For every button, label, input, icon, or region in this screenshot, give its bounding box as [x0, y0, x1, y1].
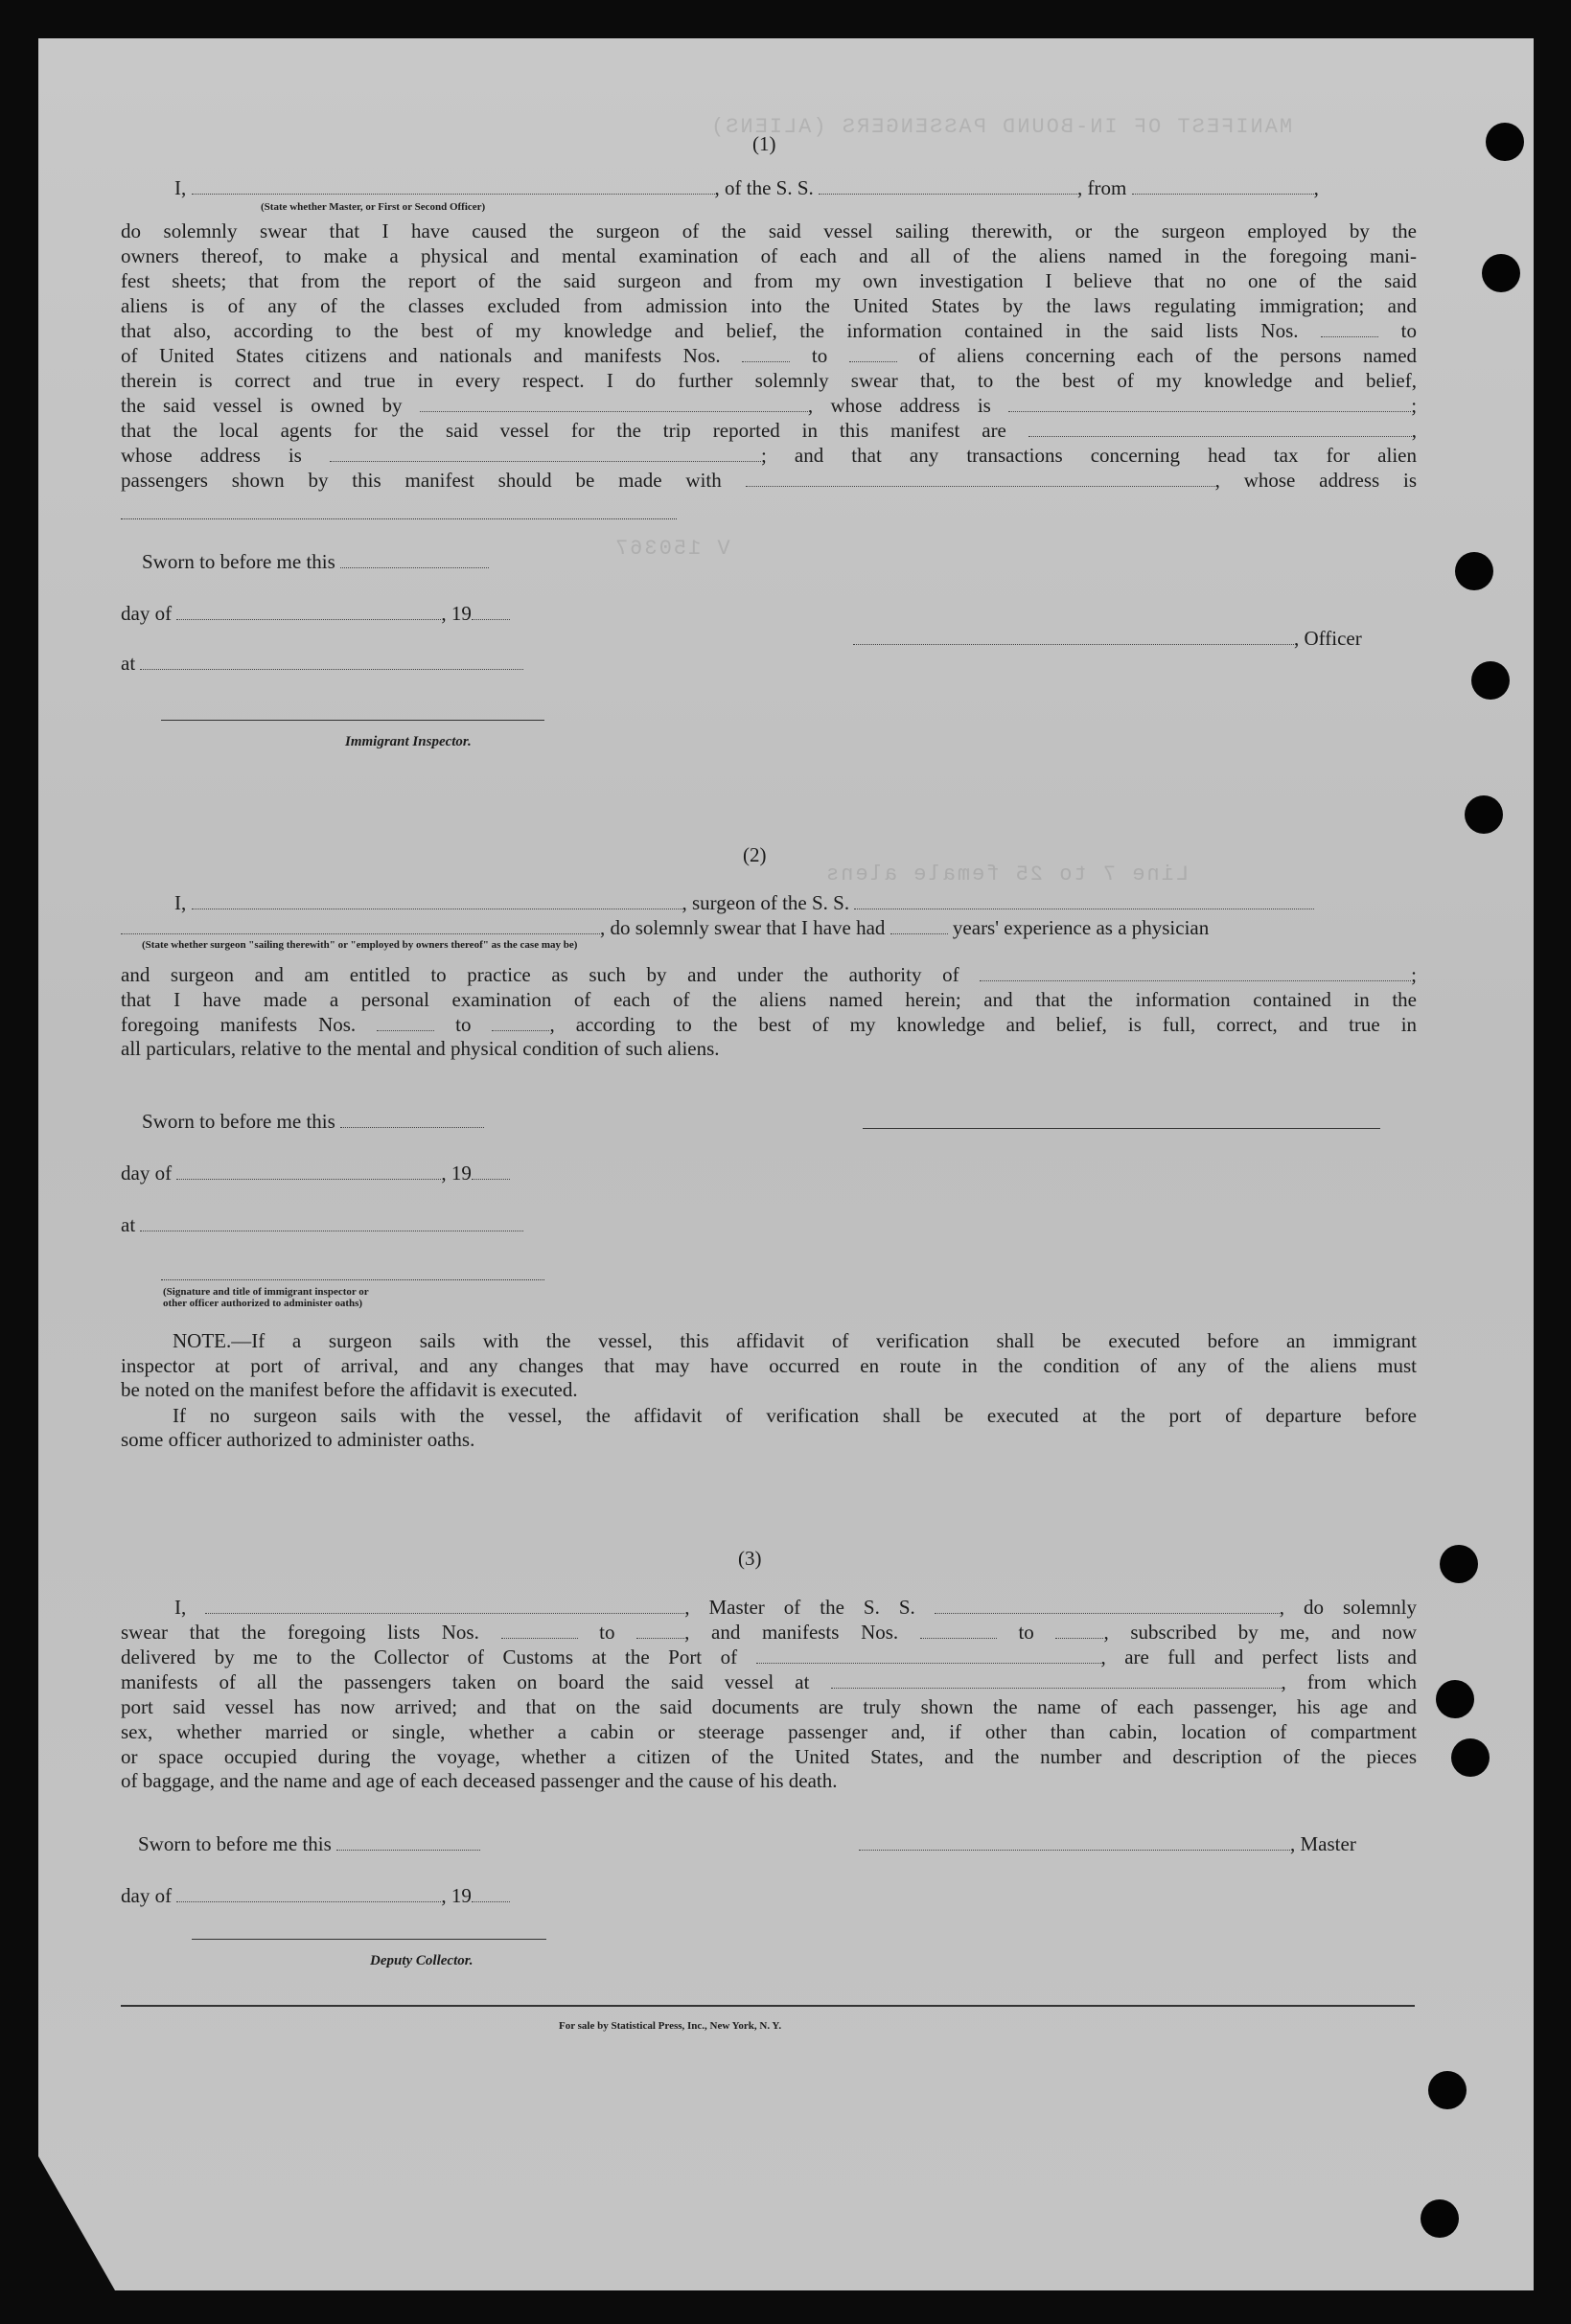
- s1-para-line: do solemnly swear that I have caused the surgeon of the said vessel sailing therewith, or the surgeon employed by the: [121, 219, 1417, 242]
- s3-para-line: port said vessel has now arrived; and that on the said documents are truly shown the name of each passenger, his age and: [121, 1695, 1417, 1718]
- footer-rule: [121, 2005, 1415, 2007]
- binder-hole: [1440, 1545, 1478, 1583]
- s2-day: day of , 19: [121, 1162, 510, 1185]
- s1-at: at: [121, 652, 523, 675]
- s2-line0: I, , surgeon of the S. S.: [174, 891, 1314, 914]
- s2-line1: , do solemnly swear that I have had years' experience as a physician: [121, 916, 1209, 939]
- s2-para-line: all particulars, relative to the mental and physical condition of such aliens.: [121, 1037, 720, 1060]
- binder-hole: [1482, 254, 1520, 292]
- s2-authority-line: and surgeon and am entitled to practice as such by and under the authority of ;: [121, 963, 1417, 986]
- s3-line2: swear that the foregoing lists Nos. to , and manifests Nos. to , subscribed by me, and now: [121, 1621, 1418, 1644]
- note-line: inspector at port of arrival, and any changes that may have occurred en route in the condition of any of the aliens must: [121, 1354, 1417, 1377]
- s1-para-line: owners thereof, to make a physical and mental examination of each and all of the aliens named in the foregoing mani-: [121, 244, 1417, 267]
- address-continuation-line: [121, 518, 677, 519]
- footer-text: For sale by Statistical Press, Inc., New York, N. Y.: [559, 2020, 782, 2032]
- s3-line3: delivered by me to the Collector of Customs at the Port of , are full and perfect lists and: [121, 1645, 1418, 1668]
- bleed-through-text: V 150367: [613, 537, 730, 561]
- s1-headtax-line: passengers shown by this manifest should be made with , whose address is: [121, 469, 1418, 492]
- note-line: NOTE.—If a surgeon sails with the vessel, this affidavit of verification shall be executed before an immigrant: [173, 1329, 1417, 1352]
- s2-at: at: [121, 1213, 523, 1236]
- s2-caption: (State whether surgeon "sailing therewith" or "employed by owners thereof" as the case may be): [142, 939, 578, 951]
- s1-lists-line: that also, according to the best of my knowledge and belief, the information contained in the said lists Nos. to: [121, 319, 1417, 342]
- binder-hole: [1455, 552, 1493, 590]
- s3-para-line: or space occupied during the voyage, whether a citizen of the United States, and the number and description of the pieces: [121, 1745, 1417, 1768]
- s1-inspector-label: Immigrant Inspector.: [345, 734, 472, 749]
- s2-para-line: that I have made a personal examination of each of the aliens named herein; and that the information contained in the: [121, 988, 1417, 1011]
- section-1-number: (1): [752, 132, 776, 155]
- binder-hole: [1436, 1680, 1474, 1718]
- s3-sworn: Sworn to before me this: [138, 1832, 480, 1855]
- s3-para-line: of baggage, and the name and age of each deceased passenger and the cause of his death.: [121, 1769, 838, 1792]
- s1-line1: I, , of the S. S. , from ,: [174, 176, 1319, 199]
- s2-signature-line: [161, 1278, 544, 1280]
- folded-corner: [38, 2156, 115, 2290]
- s1-owner-line: the said vessel is owned by , whose address is ;: [121, 394, 1418, 417]
- section-2-number: (2): [743, 843, 767, 866]
- bleed-through-text: MANIFEST OF IN-BOUND PASSENGERS (ALIENS): [709, 115, 1293, 139]
- binder-hole: [1421, 2199, 1459, 2238]
- s3-line4: manifests of all the passengers taken on board the said vessel at , from which: [121, 1670, 1417, 1693]
- s1-agents-line: that the local agents for the said vessel for the trip reported in this manifest are ,: [121, 419, 1418, 442]
- s1-day: day of , 19: [121, 602, 510, 625]
- form-page: [38, 38, 1534, 2290]
- binder-hole: [1451, 1738, 1490, 1777]
- bleed-through-text: Line 7 to 25 female alens: [824, 863, 1190, 886]
- binder-hole: [1428, 2071, 1467, 2109]
- binder-hole: [1486, 123, 1524, 161]
- note-line: some officer authorized to administer oaths.: [121, 1428, 475, 1451]
- s1-para-line: fest sheets; that from the report of the said surgeon and from my own investigation I believe that no one of the said: [121, 269, 1417, 292]
- s3-master: , Master: [859, 1832, 1356, 1855]
- s3-para-line: sex, whether married or single, whether a cabin or steerage passenger and, if other than cabin, location of compartment: [121, 1720, 1417, 1743]
- binder-hole: [1471, 661, 1510, 700]
- s1-manifests-line: of United States citizens and nationals and manifests Nos. to of aliens concerning each of the persons named: [121, 344, 1418, 367]
- s2-caption-a: (Signature and title of immigrant inspector or: [163, 1286, 369, 1298]
- note-line: be noted on the manifest before the affidavit is executed.: [121, 1378, 578, 1401]
- section-3-number: (3): [738, 1547, 762, 1570]
- binder-hole: [1465, 795, 1503, 834]
- s2-manifests-line: foregoing manifests Nos. to , according to the best of my knowledge and belief, is full, correct, and true in: [121, 1013, 1418, 1036]
- s1-caption: (State whether Master, or First or Second Officer): [261, 201, 486, 213]
- s1-address-line: whose address is ; and that any transactions concerning head tax for alien: [121, 444, 1417, 467]
- deputy-signature-line: [192, 1938, 546, 1940]
- inspector-signature-line: [161, 719, 544, 721]
- s1-para-line: therein is correct and true in every respect. I do further solemnly swear that, to the best of my knowledge and belief,: [121, 369, 1417, 392]
- s3-line1: I, , Master of the S. S. , do solemnly: [174, 1596, 1418, 1619]
- note-line: If no surgeon sails with the vessel, the affidavit of verification shall be executed at the port of departure before: [173, 1404, 1417, 1427]
- s1-sworn: Sworn to before me this: [142, 550, 489, 573]
- s2-caption-b: other officer authorized to administer oaths): [163, 1298, 363, 1309]
- s3-deputy-label: Deputy Collector.: [370, 1953, 474, 1968]
- s2-sworn: Sworn to before me this: [142, 1110, 484, 1133]
- s1-para-line: aliens is of any of the classes excluded from admission into the United States by the laws regulating immigration; and: [121, 294, 1417, 317]
- surgeon-signature-line: [863, 1127, 1380, 1129]
- s3-day: day of , 19: [121, 1884, 510, 1907]
- s1-officer: , Officer: [853, 627, 1362, 650]
